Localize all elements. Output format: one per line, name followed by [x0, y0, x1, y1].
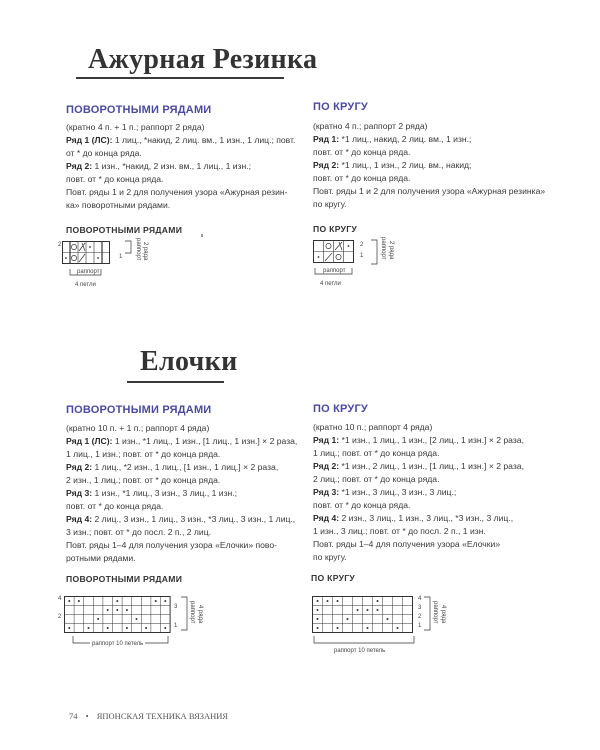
instruction-line	[66, 461, 297, 474]
row-text: *1 лиц., 1 изн., 2 лиц. вм., накид;	[339, 160, 472, 170]
purl-dot	[107, 627, 109, 629]
purl-dot	[337, 600, 339, 602]
instruction-line	[313, 460, 524, 473]
instruction-line	[66, 474, 297, 487]
row-label: Ряд 2:	[66, 462, 93, 472]
row-label: Ряд 3:	[66, 488, 93, 498]
row-label: Ряд 1:	[313, 134, 340, 144]
s2-chart-left-row2: 2	[58, 614, 62, 620]
s2-right-heading: ПО КРУГУ	[313, 403, 368, 415]
row-label: Ряд 4:	[313, 513, 340, 523]
instruction-line	[66, 160, 295, 173]
s2-chart-right-label: ПО КРУГУ	[311, 573, 356, 583]
instruction-line	[313, 146, 545, 159]
row-text: *1 изн., 2 лиц., 1 изн., [1 лиц., 1 изн.] × 2 раза,	[339, 461, 524, 471]
instruction-line	[313, 159, 545, 172]
s1-right-instructions	[313, 120, 545, 211]
purl-dot	[377, 600, 379, 602]
footer	[69, 711, 228, 721]
instruction-line	[313, 486, 524, 499]
purl-dot	[377, 609, 379, 611]
instruction-line	[313, 447, 524, 460]
instruction-line	[66, 539, 297, 552]
purl-dot	[164, 627, 166, 629]
s1-left-instructions	[66, 121, 295, 212]
s2-chart-left-row1: 1	[174, 623, 178, 629]
purl-dot	[107, 609, 109, 611]
row-text: 1 изн., 3 лиц.; повт. от * до посл. 2 п., 1 изн.	[313, 526, 486, 536]
instruction-line	[66, 500, 297, 513]
book-title: ЯПОНСКАЯ ТЕХНИКА ВЯЗАНИЯ	[96, 711, 229, 721]
s2-left-heading: ПОВОРОТНЫМИ РЯДАМИ	[66, 404, 212, 416]
page-number: 74	[69, 711, 78, 721]
purl-dot	[327, 600, 329, 602]
s2-chart-right-row4: 4	[418, 596, 422, 602]
instruction-line	[313, 434, 524, 447]
s1-chart-left-repeat-sts2: 4 петли	[75, 282, 96, 288]
row-text: 1 лиц., *накид, 2 лиц. вм., 1 изн., 1 лиц.; повт.	[112, 135, 296, 145]
purl-dot	[317, 600, 319, 602]
s2-chart-right-repeat-rows2: 4 ряда	[440, 605, 446, 624]
s1-chart-right-repeat-sts2: 4 петли	[320, 281, 341, 287]
purl-dot	[88, 627, 90, 629]
purl-dot	[317, 618, 319, 620]
instruction-line	[313, 120, 545, 133]
instruction-line	[66, 513, 297, 526]
row-label: Ряд 4:	[66, 514, 93, 524]
purl-dot	[68, 600, 70, 602]
row-text: Повт. ряды 1 и 2 для получения узора «Ажурная резин-	[66, 187, 288, 197]
s1-chart-right-row2: 2	[360, 242, 364, 248]
row-text: 1 лиц., *2 изн., 1 лиц., [1 изн., 1 лиц.] × 2 раза,	[92, 462, 279, 472]
row-text: Повт. ряды 1–4 для получения узора «Елочки»	[313, 539, 501, 549]
purl-dot	[317, 609, 319, 611]
section-1-title-rule	[76, 77, 284, 79]
s2-chart-right-stbracket	[313, 636, 423, 648]
s2-chart-right-row3: 3	[418, 605, 422, 611]
s1-chart-right-repeat-rows2: 2 ряда	[388, 241, 394, 260]
row-text: повт. от * до конца ряда.	[66, 501, 164, 511]
s2-chart-right-row2: 2	[418, 614, 422, 620]
purl-dot	[164, 600, 166, 602]
s1-chart-right-label: ПО КРУГУ	[313, 224, 358, 234]
purl-dot	[337, 627, 339, 629]
row-text: повт. от * до конца ряда.	[66, 174, 164, 184]
s1-chart-left-repeat-rows2: 2 ряда	[142, 242, 148, 261]
s2-chart-left-repeat-rows: раппорт	[189, 601, 195, 624]
row-label: Ряд 3:	[313, 487, 340, 497]
s2-chart-left-grid	[64, 594, 174, 634]
purl-dot	[136, 618, 138, 620]
instruction-line	[313, 512, 524, 525]
footer-bullet: •	[85, 711, 89, 721]
s2-right-instructions	[313, 421, 524, 564]
instruction-line	[66, 526, 297, 539]
row-text: ротными рядами.	[66, 553, 136, 563]
instruction-line	[313, 172, 545, 185]
row-text: по кругу.	[313, 552, 347, 562]
instruction-line	[66, 422, 297, 435]
s2-chart-left-repeat-rows2: 4 ряда	[197, 605, 203, 624]
section-1-title: Ажурная Резинка	[88, 44, 318, 75]
row-text: Повт. ряды 1 и 2 для получения узора «Ажурная резинка»	[313, 186, 546, 196]
instruction-line	[66, 134, 295, 147]
row-text: повт. от * до конца ряда.	[313, 173, 411, 183]
instruction-line	[313, 525, 524, 538]
s2-chart-left-repeat-sts: раппорт 10 петель	[92, 641, 144, 647]
instruction-line	[66, 147, 295, 160]
instruction-line	[66, 186, 295, 199]
purl-dot	[116, 600, 118, 602]
s2-left-instructions	[66, 422, 297, 565]
section-2-title: Елочки	[140, 346, 238, 377]
instruction-line	[313, 538, 524, 551]
instruction-line	[66, 173, 295, 186]
instruction-line	[313, 185, 545, 198]
s1-chart-right-grid	[313, 238, 363, 268]
purl-dot	[387, 618, 389, 620]
s1-chart-right-repeat-rows: раппорт	[380, 237, 386, 260]
s1-chart-right-repeat-sts: раппорт	[323, 268, 346, 274]
row-label: Ряд 2:	[313, 461, 340, 471]
s2-chart-left-label: ПОВОРОТНЫМИ РЯДАМИ	[66, 574, 183, 584]
purl-dot	[78, 600, 80, 602]
s1-chart-right-row1: 1	[360, 253, 364, 259]
instruction-line	[313, 198, 545, 211]
row-label: Ряд 1:	[313, 435, 340, 445]
purl-dot	[357, 609, 359, 611]
purl-dot	[397, 627, 399, 629]
row-text: ка» поворотными рядами.	[66, 200, 171, 210]
row-label: Ряд 1 (ЛС):	[66, 135, 113, 145]
purl-dot	[155, 600, 157, 602]
purl-dot	[317, 627, 319, 629]
purl-dot	[126, 609, 128, 611]
instruction-line	[313, 551, 524, 564]
s2-chart-left-row3: 3	[174, 604, 178, 610]
instruction-line	[66, 552, 297, 565]
s2-chart-right-grid	[312, 594, 422, 634]
purl-dot	[145, 627, 147, 629]
purl-dot	[367, 609, 369, 611]
row-text: повт. от * до конца ряда.	[313, 147, 411, 157]
row-text: Повт. ряды 1–4 для получения узора «Елочки» пово-	[66, 540, 278, 550]
instruction-line	[313, 133, 545, 146]
purl-dot	[126, 627, 128, 629]
purl-dot	[347, 618, 349, 620]
section-2-title-rule	[127, 381, 224, 383]
instruction-line	[66, 435, 297, 448]
purl-dot	[116, 609, 118, 611]
row-text: 1 изн., *накид, 2 изн. вм., 1 лиц., 1 изн.;	[92, 161, 252, 171]
row-text: от * до конца ряда.	[66, 148, 142, 158]
instruction-line	[66, 199, 295, 212]
row-text: *1 лиц., накид, 2 лиц. вм., 1 изн.;	[339, 134, 472, 144]
instruction-line	[313, 473, 524, 486]
s1-left-heading: ПОВОРОТНЫМИ РЯДАМИ	[66, 104, 212, 116]
row-text: 1 лиц.; повт. от * до конца ряда.	[313, 448, 440, 458]
s2-chart-left-row4: 4	[58, 596, 62, 602]
s1-chart-left-row2: 2	[58, 242, 62, 248]
row-label: Ряд 2:	[313, 160, 340, 170]
row-text: по кругу.	[313, 199, 347, 209]
s1-chart-left-repeat-sts: раппорт	[77, 269, 100, 275]
row-label: Ряд 1 (ЛС):	[66, 436, 113, 446]
row-text: 2 лиц.; повт. от * до конца ряда.	[313, 474, 440, 484]
purl-dot	[97, 618, 99, 620]
s1-chart-left-repeat-rows: раппорт	[135, 238, 141, 261]
row-text: *1 изн., 3 лиц., 3 изн., 3 лиц.;	[339, 487, 457, 497]
s1-chart-left-label: ПОВОРОТНЫМИ РЯДАМИ	[66, 225, 183, 235]
s2-chart-right-repeat-sts: раппорт 10 петель	[334, 648, 386, 654]
purl-dot	[68, 627, 70, 629]
row-text: 1 лиц., 1 изн.; повт. от * до конца ряда.	[66, 449, 221, 459]
s1-chart-left-rowbracket	[125, 239, 135, 269]
row-text: 2 изн., 1 лиц.; повт. от * до конца ряда.	[66, 475, 221, 485]
row-text: 1 изн., *1 лиц., 3 изн., 3 лиц., 1 изн.;	[92, 488, 238, 498]
instruction-line	[66, 121, 295, 134]
instruction-line	[66, 487, 297, 500]
row-text: *1 изн., 1 лиц., 1 изн., [2 лиц., 1 изн.] × 2 раза,	[339, 435, 524, 445]
purl-dot	[367, 627, 369, 629]
instruction-line	[66, 448, 297, 461]
row-text: повт. от * до конца ряда.	[313, 500, 411, 510]
row-text: (кратно 10 п. + 1 п.; раппорт 4 ряда)	[66, 423, 210, 433]
row-text: (кратно 10 п.; раппорт 4 ряда)	[313, 422, 433, 432]
row-text: 2 лиц., 3 изн., 1 лиц., 3 изн., *3 лиц., 3 изн., 1 лиц.,	[92, 514, 296, 524]
row-text: (кратно 4 п.; раппорт 2 ряда)	[313, 121, 428, 131]
row-label: Ряд 2:	[66, 161, 93, 171]
s2-chart-right-row1: 1	[418, 623, 422, 629]
s1-chart-left-row1: 1	[119, 254, 123, 260]
s1-right-heading: ПО КРУГУ	[313, 101, 368, 113]
instruction-line	[313, 421, 524, 434]
row-text: 2 изн., 3 лиц., 1 изн., 3 лиц., *3 изн., 3 лиц.,	[339, 513, 514, 523]
row-text: 1 изн., *1 лиц., 1 изн., [1 лиц., 1 изн.] × 2 раза,	[112, 436, 298, 446]
row-text: (кратно 4 п. + 1 п.; раппорт 2 ряда)	[66, 122, 205, 132]
s2-chart-right-repeat-rows: раппорт	[432, 601, 438, 624]
row-text: 3 изн.; повт. от * до посл. 2 п., 2 лиц.	[66, 527, 212, 537]
instruction-line	[313, 499, 524, 512]
